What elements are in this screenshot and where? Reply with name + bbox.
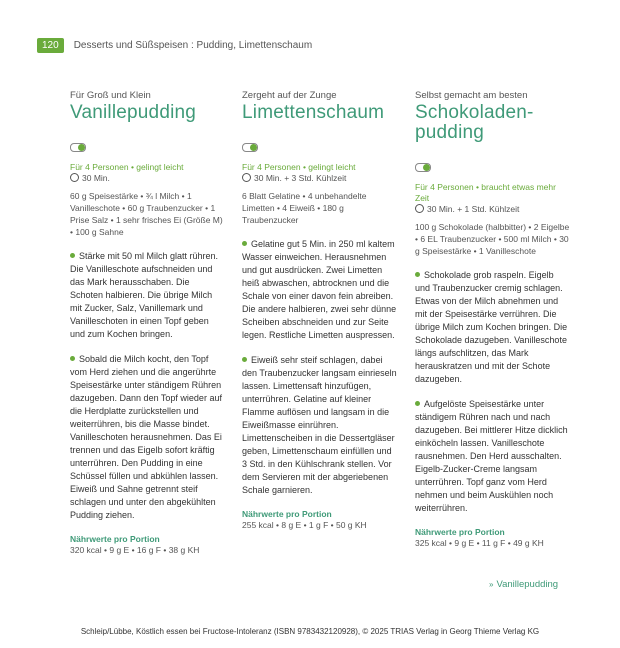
- nutrition-title: Nährwerte pro Portion: [242, 509, 332, 519]
- clock-icon: [415, 204, 424, 213]
- difficulty-toggle-icon: [242, 143, 258, 152]
- recipe-time: [70, 173, 225, 184]
- page-footer: Schleip/Lübbe, Köstlich essen bei Fructose-Intoleranz (ISBN 9783432120928), © 2025 TRIAS Verlag in Georg Thieme Verlag KG: [80, 627, 540, 636]
- clock-icon: [70, 173, 79, 182]
- recipe-step: [415, 269, 570, 386]
- recipe-column-limettenschaum: [242, 90, 397, 531]
- recipe-kicker: Für Groß und Klein: [70, 90, 151, 101]
- nutrition-values: 325 kcal • 9 g E • 11 g F • 49 g KH: [415, 538, 544, 548]
- recipe-meta: Für 4 Personen • braucht etwas mehr Zeit: [415, 182, 556, 203]
- recipe-title: Vanillepudding: [70, 102, 197, 123]
- crossref-link-text: Vanillepudding: [496, 579, 559, 590]
- recipe-step-text: Schokolade grob raspeln. Eigelb und Traubenzucker cremig schlagen. Etwas von der Milch abnehmen und mit der Speisestärke verrühren. Die übrige Milch zum Kochen bringen. Die Schokolade dazugeben. Vanilleschote längs aufschlitzen, das Mark herauskratzen und mit der Schote dazugeben.: [415, 270, 568, 384]
- recipe-time-text: 30 Min. + 1 Std. Kühlzeit: [427, 204, 520, 214]
- recipe-kicker: Selbst gemacht am besten: [415, 90, 528, 101]
- recipe-meta: Für 4 Personen • gelingt leicht: [70, 162, 184, 172]
- bullet-icon: [242, 357, 247, 362]
- crossref-link[interactable]: [489, 579, 558, 590]
- page-number: 120: [37, 38, 64, 53]
- recipe-time-text: 30 Min.: [82, 173, 110, 183]
- clock-icon: [242, 173, 251, 182]
- bullet-icon: [70, 356, 75, 361]
- recipe-title: Limettenschaum: [242, 102, 385, 123]
- recipe-step-text: Aufgelöste Speisestärke unter ständigem Rühren nach und nach dazugeben. Bei mittlerer Hitze dicklich einköcheln lassen. Vanilleschote rausnehmen. Den Herd ausschalten. Eigelb-Zucker-Creme langsam unterrühren. Topf ganz vom Herd nehmen und beim Auskühlen noch weiterrühren.: [415, 399, 568, 513]
- bullet-icon: [70, 253, 75, 258]
- recipe-step-text: Stärke mit 50 ml Milch glatt rühren. Die Vanilleschote aufschneiden und das Mark herausschaben. Die Schoten halbieren. Die übrige Milch mit Zucker, Salz, Vanillemark und Vanilleschoten in einen Topf geben und zum Kochen bringen.: [70, 251, 219, 339]
- recipe-ingredients: 60 g Speisestärke • ¾ l Milch • 1 Vanilleschote • 60 g Traubenzucker • 1 Prise Salz • 1 sehr frisches Ei (Größe M) • 100 g Sahne: [70, 191, 223, 237]
- recipe-step: [70, 353, 225, 522]
- recipe-column-vanillepudding: [70, 90, 225, 556]
- difficulty-toggle-icon: [415, 163, 431, 172]
- recipe-time-text: 30 Min. + 3 Std. Kühlzeit: [254, 173, 347, 183]
- recipe-time: [242, 173, 397, 184]
- recipe-step-text: Gelatine gut 5 Min. in 250 ml kaltem Wasser einweichen. Herausnehmen und gut ausdrücken. Zwei Limetten heiß abwaschen, abtrocknen und die Schale von einer davon fein abreiben. Die andere halbieren, zwei sehr dünne Scheiben abschneiden und zur Seite legen. Restliche Limetten auspressen.: [242, 239, 397, 340]
- bullet-icon: [415, 272, 420, 277]
- bullet-icon: [415, 401, 420, 406]
- bullet-icon: [242, 241, 247, 246]
- recipe-title: Schokoladen-pudding: [415, 102, 534, 143]
- difficulty-toggle-icon: [70, 143, 86, 152]
- recipe-meta: Für 4 Personen • gelingt leicht: [242, 162, 356, 172]
- breadcrumb: Desserts und Süßspeisen : Pudding, Limettenschaum: [73, 40, 313, 51]
- recipe-step-text: Sobald die Milch kocht, den Topf vom Herd ziehen und die angerührte Speisestärke unter ständigem Rühren dazugeben. Dann den Topf wieder auf die Herdplatte zurückstellen und weiterrühren, bis die Masse bindet. Vanilleschoten herausnehmen. Das Ei trennen und das Eigelb sofort kräftig unterrühren. Den Pudding in eine Schüssel füllen und abkühlen lassen. Eiweiß und Sahne getrennt steif schlagen und unter den abgekühlten Pudding ziehen.: [70, 354, 222, 520]
- recipe-step-text: Eiweiß sehr steif schlagen, dabei den Traubenzucker langsam einrieseln lassen. Limettensaft hinzufügen, unterrühren. Gelatine auf kleiner Flamme auflösen und langsam in die Eiweißmasse einrühren. Limettenscheiben in die Dessertgläser geben, Limettenschaum einfüllen und 3 Std. in den Kühlschrank stellen. Vor dem Servieren mit der abgeriebenen Schale garnieren.: [242, 355, 397, 495]
- double-chevron-right-icon: »: [489, 580, 494, 589]
- recipe-ingredients: 100 g Schokolade (halbbitter) • 2 Eigelbe • 6 EL Traubenzucker • 500 ml Milch • 30 g Speisestärke • 1 Vanilleschote: [415, 222, 570, 256]
- nutrition-values: 255 kcal • 8 g E • 1 g F • 50 g KH: [242, 520, 367, 530]
- recipe-step: [242, 354, 397, 497]
- recipe-kicker: Zergeht auf der Zunge: [242, 90, 337, 101]
- recipe-step: [70, 250, 225, 341]
- recipe-column-schokoladenpudding: [415, 90, 570, 549]
- recipe-ingredients: 6 Blatt Gelatine • 4 unbehandelte Limetten • 4 Eiweiß • 180 g Traubenzucker: [242, 191, 367, 225]
- nutrition-title: Nährwerte pro Portion: [70, 534, 160, 544]
- recipe-step: [415, 398, 570, 515]
- recipe-step: [242, 238, 397, 342]
- page-header: [37, 38, 312, 53]
- recipe-time: [415, 204, 570, 215]
- nutrition-title: Nährwerte pro Portion: [415, 527, 505, 537]
- nutrition-values: 320 kcal • 9 g E • 16 g F • 38 g KH: [70, 545, 200, 555]
